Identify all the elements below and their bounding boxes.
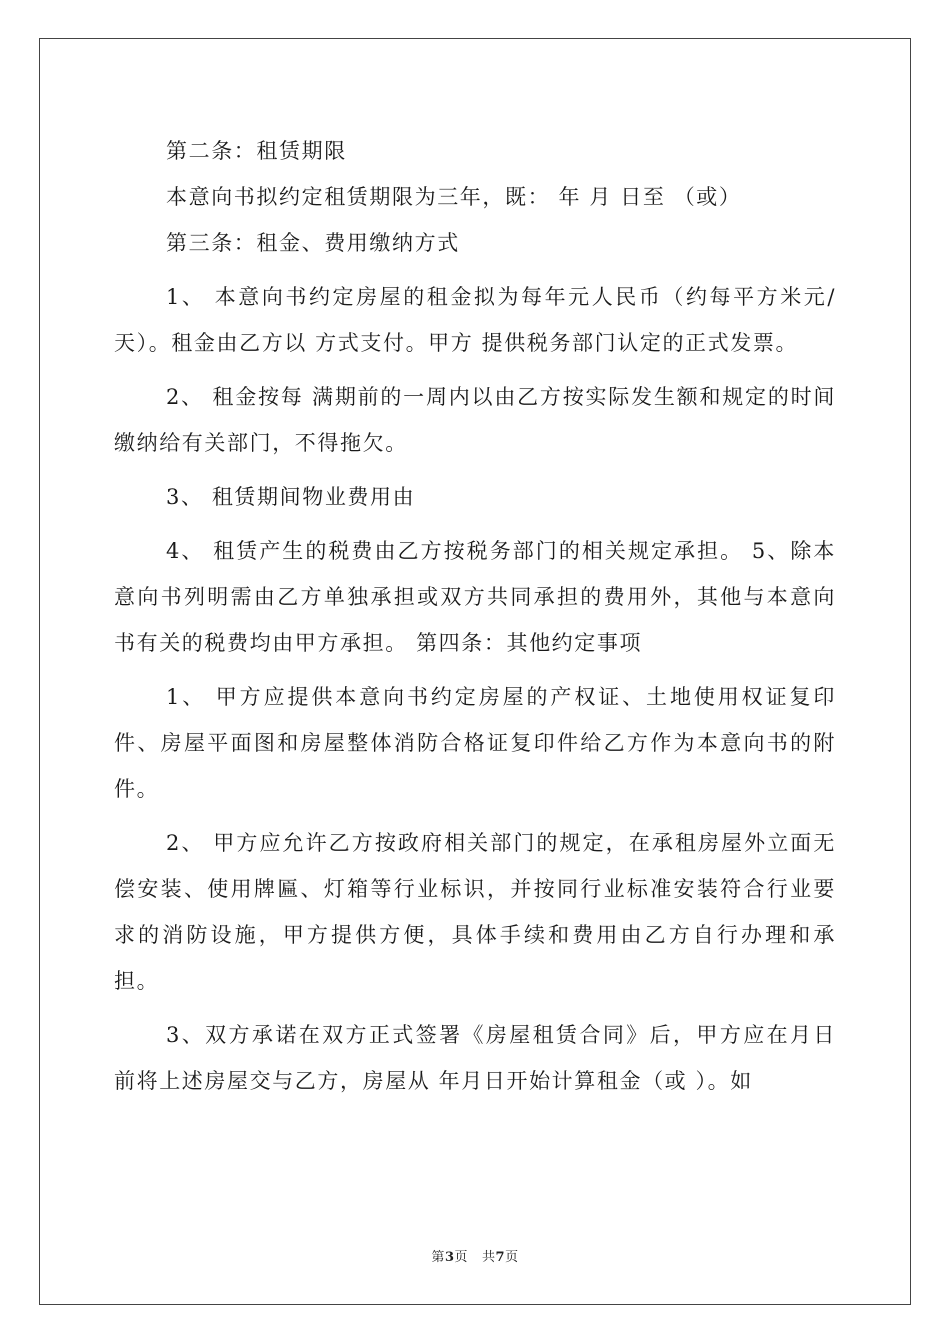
page-footer (0, 1246, 950, 1265)
rent-item-2: 2、 租金按每 满期前的一周内以由乙方按实际发生额和规定的时间缴纳给有关部门，不得拖欠。 (114, 385, 836, 455)
rent-item-1: 1、 本意向书约定房屋的租金拟为每年元人民币（约每平方米元/天）。租金由乙方以 方式支付。甲方 提供税务部门认定的正式发票。 (114, 285, 836, 355)
document-body (114, 128, 836, 1112)
clause-heading-rent: 第三条：租金、费用缴纳方式 (166, 231, 460, 255)
footer-total-prefix: 共 (482, 1250, 496, 1265)
footer-prefix: 第 (431, 1250, 445, 1265)
total-pages: 7 (495, 1250, 506, 1265)
page-number: 3 (444, 1250, 455, 1265)
other-item-2: 2、 甲方应允许乙方按政府相关部门的规定，在承租房屋外立面无偿安装、使用牌匾、灯箱等行业标识，并按同行业标准安装符合行业要求的消防设施，甲方提供方便，具体手续和费用由乙方自行办理和承担。 (114, 831, 836, 993)
other-item-1: 1、 甲方应提供本意向书约定房屋的产权证、土地使用权证复印件、房屋平面图和房屋整体消防合格证复印件给乙方作为本意向书的附件。 (114, 685, 836, 801)
rent-item-4-5: 4、 租赁产生的税费由乙方按税务部门的相关规定承担。 5、除本意向书列明需由乙方单独承担或双方共同承担的费用外，其他与本意向书有关的税费均由甲方承担。 第四条：其他约定事项 (114, 539, 836, 655)
other-item-3: 3、双方承诺在双方正式签署《房屋租赁合同》后，甲方应在月日前将上述房屋交与乙方，房屋从 年月日开始计算租金（或 ）。如 (114, 1023, 836, 1093)
clause-heading-term: 第二条：租赁期限 (166, 139, 347, 163)
rent-item-3: 3、 租赁期间物业费用由 (166, 485, 416, 509)
footer-total-unit: 页 (505, 1250, 519, 1265)
footer-page-unit: 页 (454, 1250, 468, 1265)
term-paragraph: 本意向书拟约定租赁期限为三年，既： 年 月 日至 （或） (166, 185, 742, 209)
